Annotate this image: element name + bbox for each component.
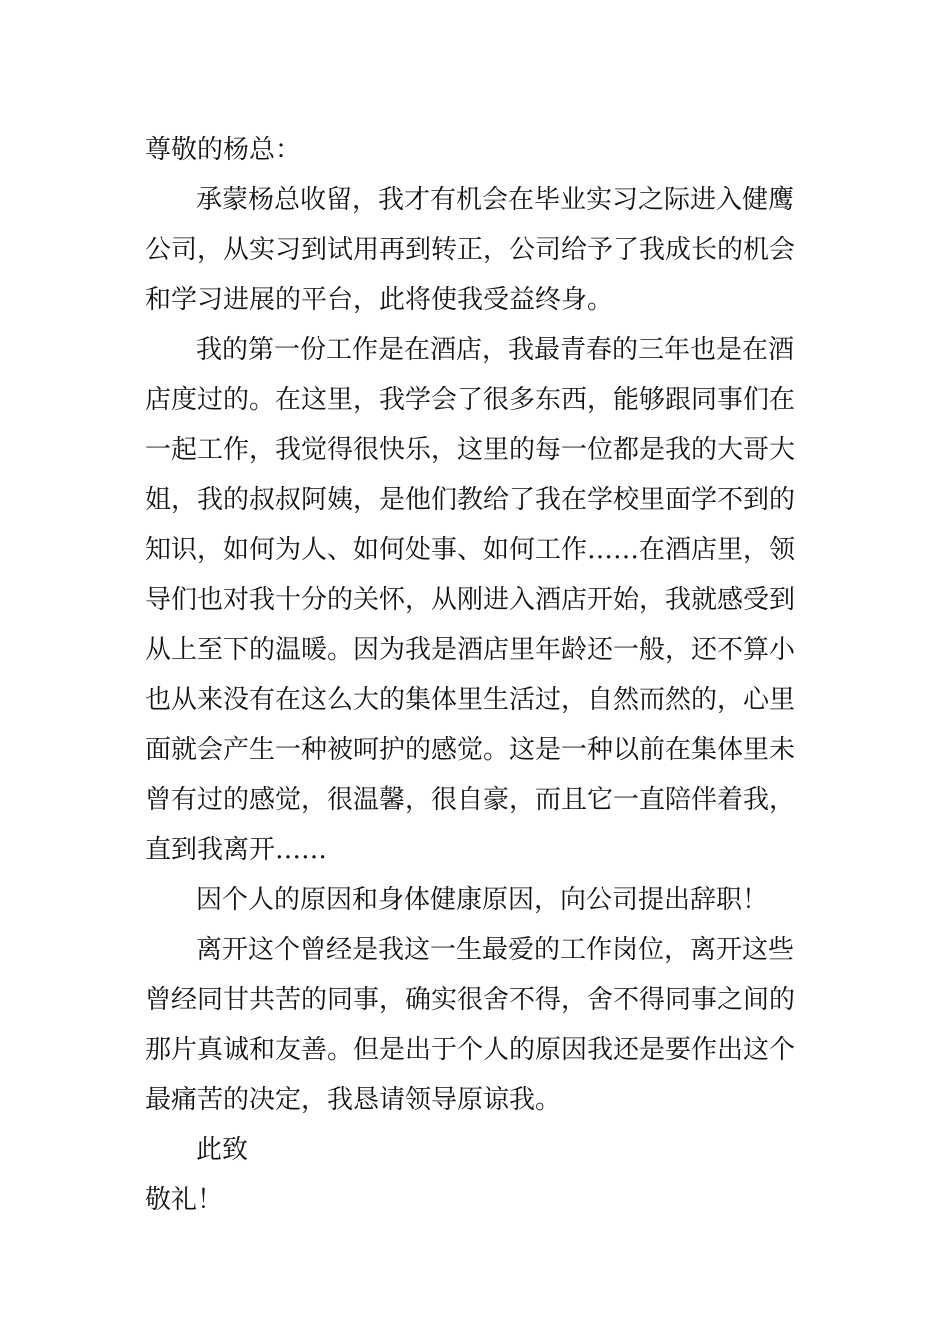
paragraph-line: 和学习进展的平台，此将使我受益终身。 [145, 285, 614, 315]
letter-greeting: 尊敬的杨总： [145, 135, 302, 165]
paragraph-line: 姐，我的叔叔阿姨，是他们教给了我在学校里面学不到的 [145, 485, 796, 515]
paragraph-line: 面就会产生一种被呵护的感觉。这是一种以前在集体里未 [145, 735, 796, 765]
letter-salute: 敬礼！ [145, 1185, 224, 1215]
paragraph-line: 离开这个曾经是我这一生最爱的工作岗位，离开这些 [196, 935, 795, 965]
paragraph-line: 我的第一份工作是在酒店，我最青春的三年也是在酒 [196, 335, 795, 365]
paragraph-line: 一起工作，我觉得很快乐，这里的每一位都是我的大哥大 [145, 435, 796, 465]
paragraph-line: 导们也对我十分的关怀，从刚进入酒店开始，我就感受到 [145, 585, 796, 615]
paragraph-line: 也从来没有在这么大的集体里生活过，自然而然的，心里 [145, 685, 796, 715]
paragraph-line: 直到我离开…… [145, 835, 328, 865]
paragraph-line: 因个人的原因和身体健康原因，向公司提出辞职！ [196, 885, 769, 915]
paragraph-line: 曾有过的感觉，很温馨，很自豪，而且它一直陪伴着我， [145, 785, 796, 815]
paragraph-line: 知识，如何为人、如何处事、如何工作……在酒店里，领 [145, 535, 796, 565]
paragraph-line: 从上至下的温暖。因为我是酒店里年龄还一般，还不算小 [145, 635, 796, 665]
paragraph-line: 店度过的。在这里，我学会了很多东西，能够跟同事们在 [145, 385, 796, 415]
paragraph-line: 公司，从实习到试用再到转正，公司给予了我成长的机会 [145, 235, 796, 265]
letter-closing: 此致 [196, 1135, 249, 1165]
paragraph-line: 最痛苦的决定，我恳请领导原谅我。 [145, 1085, 562, 1115]
paragraph-line: 承蒙杨总收留，我才有机会在毕业实习之际进入健鹰 [196, 185, 795, 215]
paragraph-line: 曾经同甘共苦的同事，确实很舍不得，舍不得同事之间的 [145, 985, 796, 1015]
paragraph-line: 那片真诚和友善。但是出于个人的原因我还是要作出这个 [145, 1035, 796, 1065]
